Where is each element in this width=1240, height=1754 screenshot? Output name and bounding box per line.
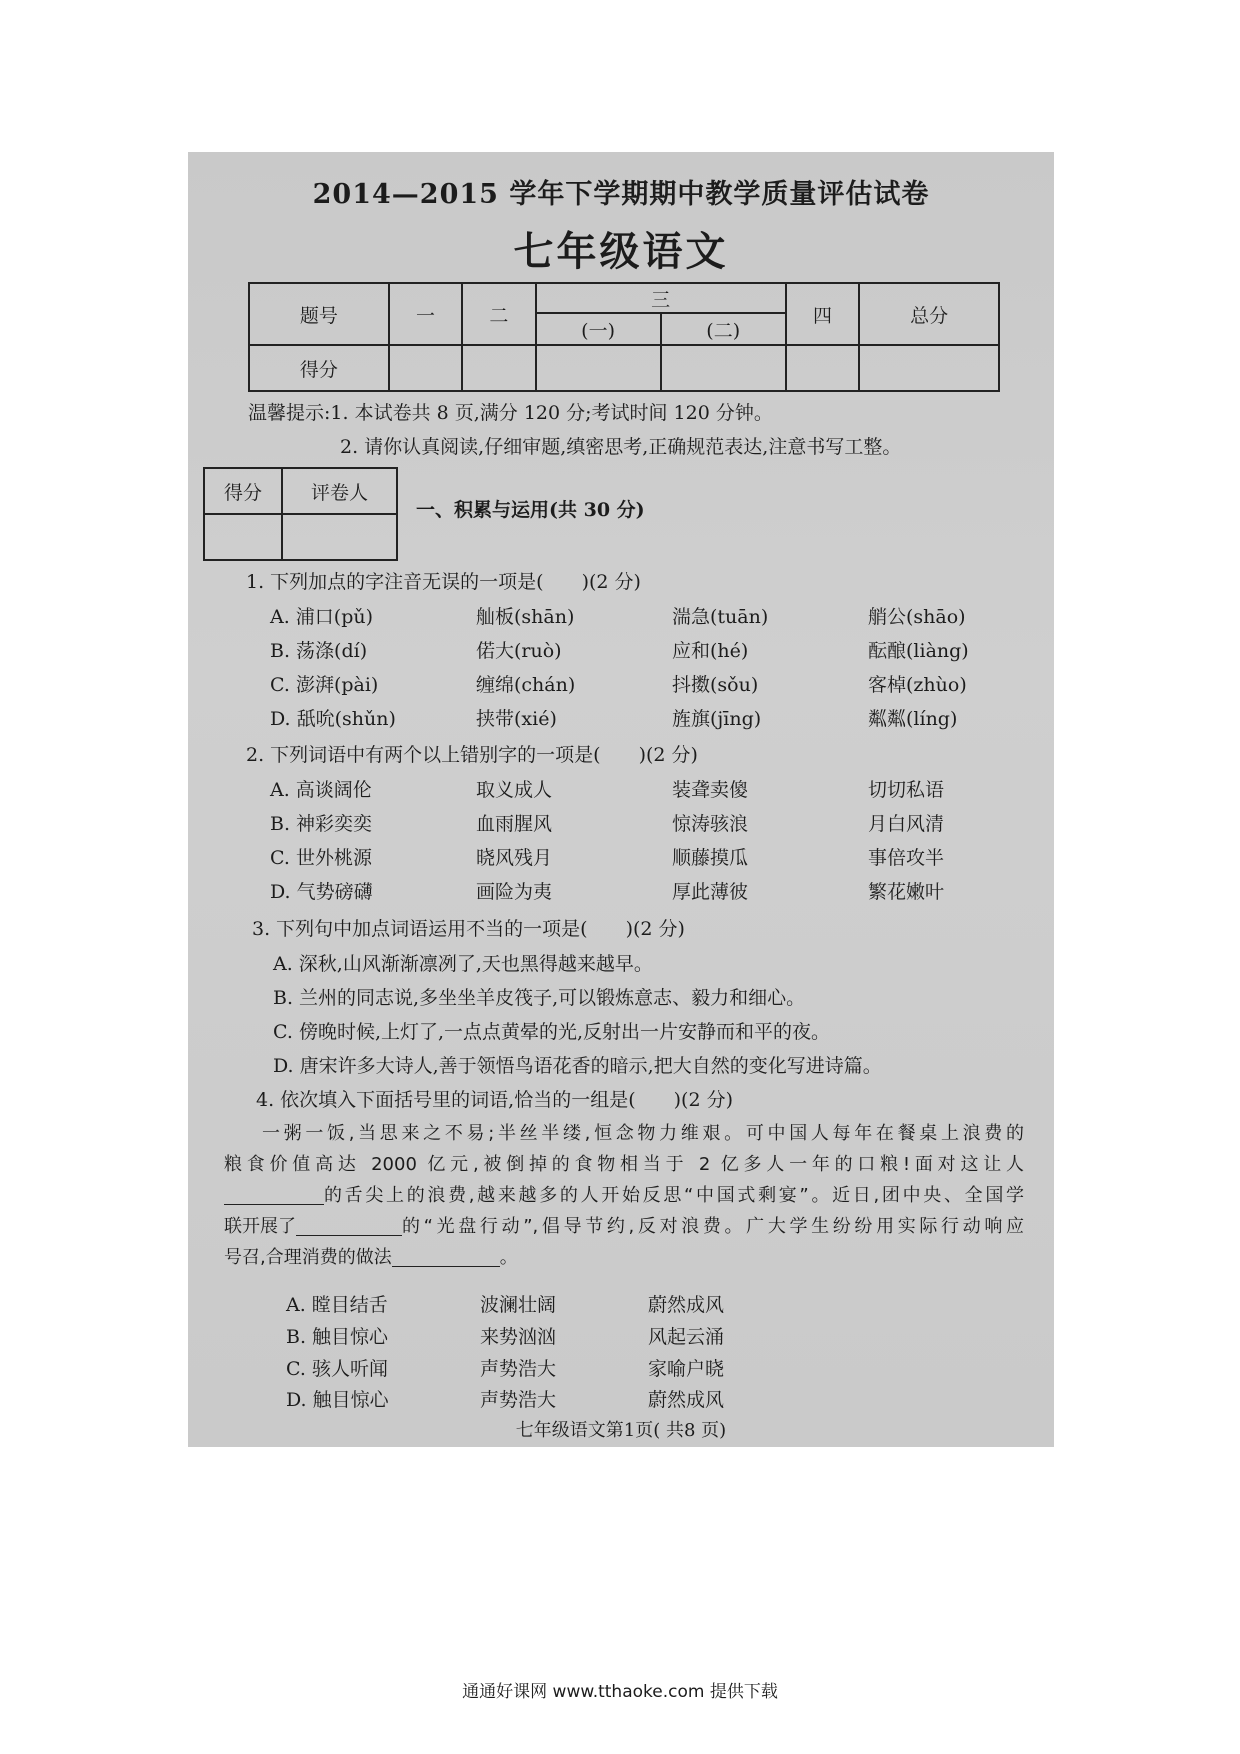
q1-option: 偌大(ruò) xyxy=(476,640,562,662)
q1-option: 挟带(xié) xyxy=(476,708,557,730)
score-table-col-3a: (一) xyxy=(536,313,661,345)
question-2-stem: 2. 下列词语中有两个以上错别字的一项是( )(2 分) xyxy=(246,744,698,766)
q1-option: 酝酿(liàng) xyxy=(868,640,969,662)
passage-line: 的舌尖上的浪费,越来越多的人开始反思“中国式剩宴”。近日,团中央、全国学 xyxy=(324,1185,1024,1206)
scanned-exam-page xyxy=(188,152,1054,1447)
q3-option: D. 唐宋许多大诗人,善于领悟鸟语花香的暗示,把大自然的变化写进诗篇。 xyxy=(273,1055,882,1077)
score-table-col-4: 四 xyxy=(786,283,859,345)
q1-option: 缠绵(chán) xyxy=(476,674,576,696)
q2-option: 画险为夷 xyxy=(476,881,553,903)
question-4-stem: 4. 依次填入下面括号里的词语,恰当的一组是( )(2 分) xyxy=(256,1089,733,1111)
q2-option: A. 高谈阔伦 xyxy=(270,779,372,801)
blank-1 xyxy=(224,1186,324,1205)
passage-line: 。 xyxy=(499,1247,518,1268)
q2-option: 切切私语 xyxy=(868,779,945,801)
passage-line: 联开展了 xyxy=(224,1216,296,1237)
q1-option: 粼粼(líng) xyxy=(868,708,958,730)
score-cell xyxy=(661,345,786,391)
q2-option: 血雨腥风 xyxy=(476,813,553,835)
q1-option: C. 澎湃(pài) xyxy=(270,674,379,696)
q3-option: C. 傍晚时候,上灯了,一点点黄晕的光,反射出一片安静而和平的夜。 xyxy=(273,1021,831,1043)
passage-line: 一粥一饭,当思来之不易;半丝半缕,恒念物力维艰。可中国人每年在餐桌上浪费的 xyxy=(262,1123,1024,1144)
score-cell xyxy=(859,345,999,391)
q4-option: 蔚然成风 xyxy=(648,1389,725,1411)
q4-option: 风起云涌 xyxy=(648,1326,725,1348)
q2-option: 厚此薄彼 xyxy=(672,881,749,903)
grader-box xyxy=(203,467,398,561)
score-cell xyxy=(462,345,535,391)
score-table-score-label: 得分 xyxy=(249,345,389,391)
grader-reviewer-cell xyxy=(282,514,397,560)
q4-option: 波澜壮阔 xyxy=(480,1294,557,1316)
score-cell xyxy=(536,345,661,391)
score-table-col-1: 一 xyxy=(389,283,462,345)
tips-line-1: 温馨提示:1. 本试卷共 8 页,满分 120 分;考试时间 120 分钟。 xyxy=(248,402,773,424)
q2-option: 事倍攻半 xyxy=(868,847,945,869)
q4-passage xyxy=(224,1118,1024,1273)
q4-option: 声势浩大 xyxy=(480,1358,557,1380)
score-table-col-3: 三 xyxy=(536,283,786,313)
grader-reviewer-label: 评卷人 xyxy=(282,468,397,514)
passage-line: 的“光盘行动”,倡导节约,反对浪费。广大学生纷纷用实际行动响应 xyxy=(402,1216,1024,1237)
blank-3 xyxy=(392,1248,500,1267)
q1-option: 抖擞(sǒu) xyxy=(672,674,759,696)
q1-option: B. 荡涤(dí) xyxy=(270,640,368,662)
tips-line-2: 2. 请你认真阅读,仔细审题,缜密思考,正确规范表达,注意书写工整。 xyxy=(340,436,902,458)
q1-option: 舢板(shān) xyxy=(476,606,575,628)
score-table-col-total: 总分 xyxy=(859,283,999,345)
download-caption: 通通好课网 www.tthaoke.com 提供下载 xyxy=(462,1682,778,1702)
q2-option: 装聋卖傻 xyxy=(672,779,749,801)
score-table-col-3b: (二) xyxy=(661,313,786,345)
grader-score-cell xyxy=(204,514,282,560)
q2-option: 月白风清 xyxy=(868,813,945,835)
q2-option: D. 气势磅礴 xyxy=(270,881,373,903)
q4-option: B. 触目惊心 xyxy=(286,1326,389,1348)
q2-option: 惊涛骇浪 xyxy=(672,813,749,835)
score-table-header-label: 题号 xyxy=(249,283,389,345)
q2-option: 晓风残月 xyxy=(476,847,553,869)
q4-option: 家喻户晓 xyxy=(648,1358,725,1380)
q1-option: 客棹(zhùo) xyxy=(868,674,967,696)
q1-option: 旌旗(jīng) xyxy=(672,708,762,730)
section-1-heading: 一、积累与运用(共 30 分) xyxy=(416,499,645,521)
grader-score-label: 得分 xyxy=(204,468,282,514)
exam-title: 2014—2015 学年下学期期中教学质量评估试卷 xyxy=(312,179,930,210)
q1-option: 艄公(shāo) xyxy=(868,606,966,628)
q4-option: D. 触目惊心 xyxy=(286,1389,389,1411)
score-cell xyxy=(389,345,462,391)
exam-subject: 七年级语文 xyxy=(513,228,729,275)
q4-option: A. 瞠目结舌 xyxy=(286,1294,388,1316)
q4-option: 声势浩大 xyxy=(480,1389,557,1411)
q1-option: D. 舐吮(shǔn) xyxy=(270,708,396,730)
q2-option: B. 神彩奕奕 xyxy=(270,813,373,835)
q1-option: A. 浦口(pǔ) xyxy=(270,606,374,628)
q4-option: C. 骇人听闻 xyxy=(286,1358,388,1380)
question-3-stem: 3. 下列句中加点词语运用不当的一项是( )(2 分) xyxy=(252,918,685,940)
q3-option: B. 兰州的同志说,多坐坐羊皮筏子,可以锻炼意志、毅力和细心。 xyxy=(273,987,806,1009)
q3-option: A. 深秋,山风渐渐凛冽了,天也黑得越来越早。 xyxy=(273,953,653,975)
q1-option: 湍急(tuān) xyxy=(672,606,769,628)
blank-2 xyxy=(296,1217,402,1236)
page-footer: 七年级语文第1页( 共8 页) xyxy=(515,1420,727,1441)
score-table-col-2: 二 xyxy=(462,283,535,345)
q1-option: 应和(hé) xyxy=(672,640,749,662)
q2-option: 顺藤摸瓜 xyxy=(672,847,749,869)
q2-option: C. 世外桃源 xyxy=(270,847,372,869)
passage-line: 号召,合理消费的做法 xyxy=(224,1247,392,1268)
q4-option: 蔚然成风 xyxy=(648,1294,725,1316)
score-cell xyxy=(786,345,859,391)
q2-option: 繁花嫩叶 xyxy=(868,881,945,903)
passage-line: 粮食价值高达 2000 亿元,被倒掉的食物相当于 2 亿多人一年的口粮!面对这让人 xyxy=(224,1154,1024,1175)
q2-option: 取义成人 xyxy=(476,779,553,801)
score-table xyxy=(248,282,1000,392)
q4-option: 来势汹汹 xyxy=(480,1326,557,1348)
question-1-stem: 1. 下列加点的字注音无误的一项是( )(2 分) xyxy=(246,571,641,593)
